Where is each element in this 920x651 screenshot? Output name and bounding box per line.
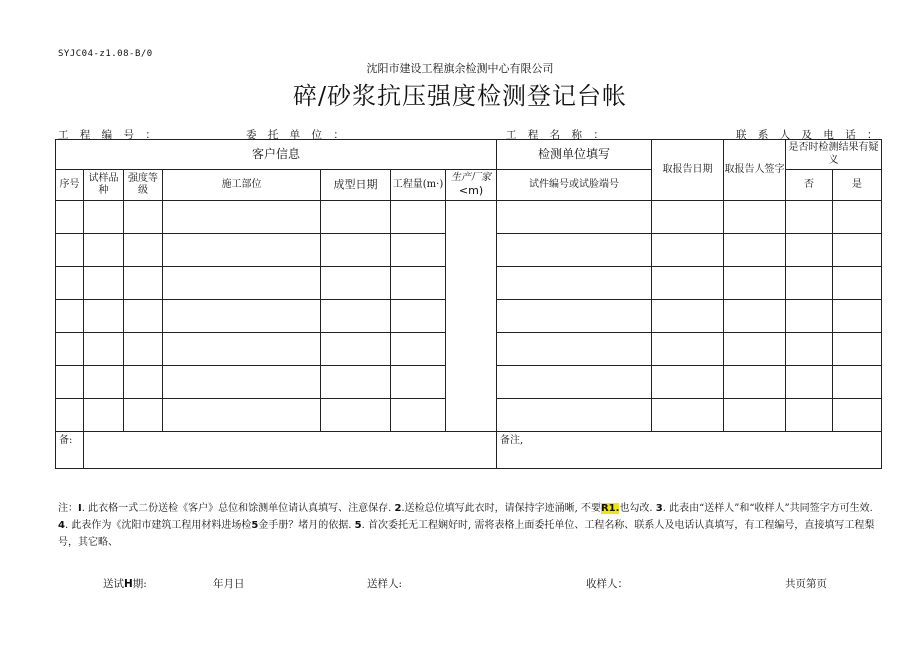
notes-block	[58, 500, 884, 551]
cell[interactable]	[391, 300, 446, 333]
cell[interactable]	[497, 267, 652, 300]
cell[interactable]	[497, 366, 652, 399]
cell[interactable]	[724, 366, 786, 399]
note-3-text: . 此表由“送样人”和“收样人”共同签字方可生效.	[662, 503, 873, 514]
cell[interactable]	[786, 399, 833, 432]
cell[interactable]	[84, 333, 124, 366]
cell[interactable]	[497, 234, 652, 267]
cell[interactable]	[652, 201, 724, 234]
cell[interactable]	[724, 267, 786, 300]
producer-header-line2: <m)	[458, 184, 484, 198]
registration-table	[55, 139, 882, 469]
year-month-day: 年月日	[213, 578, 245, 590]
company-name: 沈阳市建设工程旗余检测中心有限公司	[366, 62, 554, 75]
cell[interactable]	[724, 201, 786, 234]
remark-left-field[interactable]	[84, 432, 497, 469]
note-2-number: 2	[394, 503, 402, 514]
cell[interactable]	[84, 399, 124, 432]
cell[interactable]	[391, 234, 446, 267]
project-no-label: 工 程 编 号 ：	[58, 129, 160, 141]
cell[interactable]	[124, 300, 163, 333]
cell[interactable]	[56, 399, 84, 432]
project-name-label: 工 程 名 称 ：	[506, 129, 608, 141]
document-code: SYJC04-z1.08-B/0	[58, 49, 153, 59]
cell[interactable]	[833, 234, 882, 267]
cell[interactable]	[786, 201, 833, 234]
cell[interactable]	[833, 267, 882, 300]
cell[interactable]	[652, 333, 724, 366]
cell[interactable]	[321, 201, 391, 234]
cell[interactable]	[497, 399, 652, 432]
page-count: 共页第页	[785, 578, 827, 590]
cell[interactable]	[124, 201, 163, 234]
cell[interactable]	[833, 366, 882, 399]
cell[interactable]	[652, 399, 724, 432]
note-4-bold: 5	[251, 520, 259, 531]
cell[interactable]	[497, 333, 652, 366]
report-signer-header: 取报告人签字	[724, 140, 786, 201]
cell[interactable]	[163, 333, 321, 366]
location-header: 施工部位	[163, 170, 321, 201]
cell[interactable]	[56, 333, 84, 366]
cell[interactable]	[786, 300, 833, 333]
send-date-part1: 送试	[103, 578, 124, 590]
cell[interactable]	[163, 201, 321, 234]
cell[interactable]	[124, 267, 163, 300]
page-title: 碎/砂浆抗压强度检测登记台帐	[292, 82, 628, 110]
cell[interactable]	[163, 234, 321, 267]
cell[interactable]	[833, 201, 882, 234]
objection-yes-header: 是	[833, 170, 882, 201]
producer-header	[446, 170, 497, 201]
remark-right-field[interactable]: 备注,	[497, 432, 882, 469]
cell[interactable]	[321, 333, 391, 366]
objection-no-header: 否	[786, 170, 833, 201]
sample-type-header: 试样品种	[84, 170, 124, 201]
cell[interactable]	[321, 234, 391, 267]
sender-label: 送样人:	[367, 578, 403, 590]
client-label: 委 托 单 位 ：	[246, 129, 348, 141]
cell[interactable]	[56, 234, 84, 267]
report-date-header: 取报告日期	[652, 140, 724, 201]
cell[interactable]	[391, 333, 446, 366]
quantity-header: 工程量(m·)	[391, 170, 446, 201]
send-date-label	[103, 576, 147, 591]
cell[interactable]	[786, 267, 833, 300]
cell[interactable]	[391, 399, 446, 432]
note-5-number: 5	[354, 520, 362, 531]
note-2-tail: 也勾改.	[619, 503, 656, 514]
cell[interactable]	[833, 333, 882, 366]
cell[interactable]	[652, 366, 724, 399]
cell[interactable]	[84, 267, 124, 300]
cell[interactable]	[724, 300, 786, 333]
cell[interactable]	[833, 399, 882, 432]
cell[interactable]	[497, 300, 652, 333]
table-row	[56, 201, 882, 234]
note-2-text: .送检总位填写此衣时，请保持字迹涌晰, 不要	[401, 503, 601, 514]
note-3-number: 3	[655, 503, 663, 514]
receiver-label: 收样人：	[586, 578, 628, 590]
cell[interactable]	[724, 234, 786, 267]
mold-date-header: 成型日期	[321, 170, 391, 201]
cell[interactable]	[652, 300, 724, 333]
cell[interactable]	[124, 366, 163, 399]
cell[interactable]	[84, 366, 124, 399]
cell[interactable]	[786, 366, 833, 399]
cell[interactable]	[321, 366, 391, 399]
cell[interactable]	[56, 300, 84, 333]
note-5-text: . 首次委托无工程娴好时, 需将表格上面委托单位、工程名称、联系人及电话认真填写，有工程编号，直接填写工程梨号，其它略、	[58, 520, 875, 548]
client-info-header: 客户信息	[56, 140, 497, 170]
cell[interactable]	[163, 399, 321, 432]
cell[interactable]	[652, 234, 724, 267]
lab-fill-header: 检测单位填写	[497, 140, 652, 170]
seq-header: 序号	[56, 170, 84, 201]
note-4-text: . 此表作为《沈阳市建筑工程用材料进场检	[64, 520, 252, 531]
note-1-number: I	[78, 503, 82, 514]
cell[interactable]	[84, 300, 124, 333]
cell[interactable]	[56, 201, 84, 234]
cell[interactable]	[497, 201, 652, 234]
producer-cell-merged[interactable]	[446, 201, 497, 432]
producer-header-line1: 生产厂家	[451, 171, 491, 183]
cell[interactable]	[786, 333, 833, 366]
cell[interactable]	[163, 267, 321, 300]
specimen-no-header: 试件编号或试脸端号	[497, 170, 652, 201]
cell[interactable]	[163, 366, 321, 399]
cell[interactable]	[56, 366, 84, 399]
note-4-number: 4	[58, 520, 65, 531]
cell[interactable]	[84, 201, 124, 234]
cell[interactable]	[124, 234, 163, 267]
cell[interactable]	[124, 399, 163, 432]
cell[interactable]	[786, 234, 833, 267]
objection-header: 是否时检测结果有疑义	[786, 140, 882, 170]
note-2-highlight: R1.	[600, 503, 620, 514]
notes-prefix: 注：	[58, 503, 78, 514]
cell[interactable]	[391, 201, 446, 234]
cell[interactable]	[833, 300, 882, 333]
cell[interactable]	[391, 366, 446, 399]
cell[interactable]	[84, 234, 124, 267]
cell[interactable]	[163, 300, 321, 333]
cell[interactable]	[321, 399, 391, 432]
cell[interactable]	[652, 267, 724, 300]
cell[interactable]	[321, 300, 391, 333]
grade-header: 强度等级	[124, 170, 163, 201]
note-1-text: . 此衣格一式二份送检《客户》总位和馀测单位请认真填写、注意保存.	[81, 503, 395, 514]
send-date-part2: H	[124, 578, 133, 590]
cell[interactable]	[321, 267, 391, 300]
cell[interactable]	[56, 267, 84, 300]
cell[interactable]	[724, 333, 786, 366]
cell[interactable]	[391, 267, 446, 300]
send-date-part3: 期:	[132, 578, 147, 590]
remark-left-label: 备:	[56, 432, 84, 469]
cell[interactable]	[124, 333, 163, 366]
contact-label: 联 系 人 及 电 话 ：	[736, 129, 882, 141]
note-4-text2: 金手册？堵月的依据.	[258, 520, 355, 531]
cell[interactable]	[724, 399, 786, 432]
